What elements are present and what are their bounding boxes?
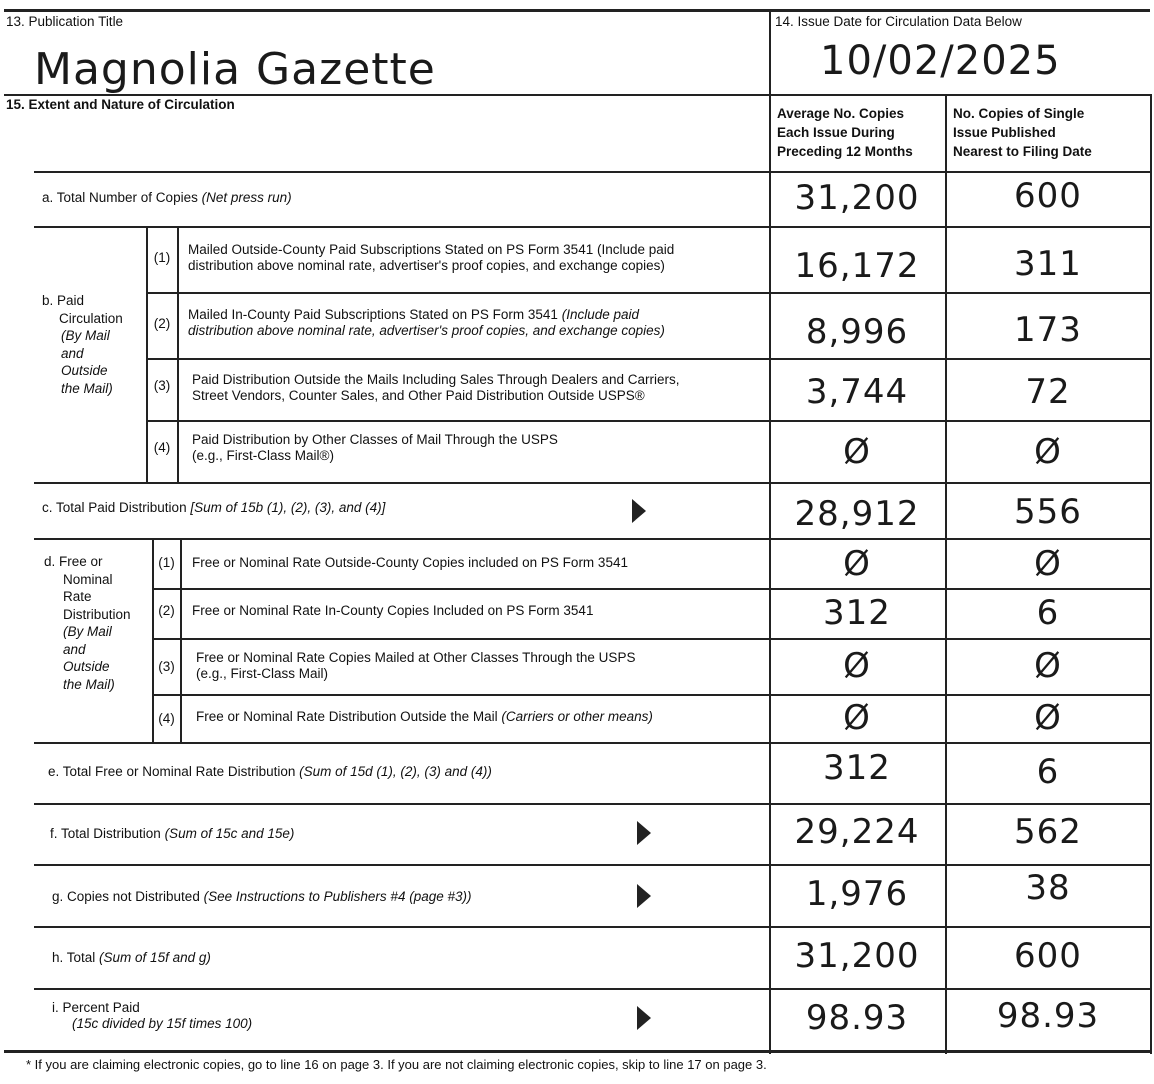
row-divider-a [34,226,1150,228]
row-divider-f [34,864,1150,866]
row-d2-label: Free or Nominal Rate In-County Copies Included on PS Form 3541 [192,603,594,618]
row-divider-d4 [34,742,1150,744]
paid-circulation-group-label: b. Paid Circulation (By Mail and Outside the Mail) [42,293,123,396]
row-divider-d1 [152,588,1150,590]
row-divider-top [34,171,1150,173]
row-divider-b3 [146,420,1150,422]
row-divider-c [34,538,1150,540]
divider-issue-date [769,10,771,172]
row-b1-average[interactable]: 16,172 [794,246,920,286]
row-a-average[interactable]: 31,200 [794,178,920,218]
row-b2-number: (2) [153,316,171,331]
column-divider-average [769,172,771,1054]
row-i-average[interactable]: 98.93 [805,998,909,1038]
right-border [1150,94,1152,1054]
row-divider-e [34,803,1150,805]
free-distribution-group-label: d. Free or Nominal Rate Distribution (By Mail and Outside the Mail) [44,554,131,692]
row-d2-single[interactable]: 6 [1036,593,1060,633]
row-d3-single[interactable]: Ø [1034,646,1062,686]
publication-title-label: 13. Publication Title [6,14,124,29]
row-b3-label: Paid Distribution Outside the Mails Including Sales Through Dealers and Carriers, Street Vendors, Counter Sales, and Other Paid Distribution Outside USPS® [192,372,680,403]
row-e-label: e. Total Free or Nominal Rate Distribution (Sum of 15d (1), (2), (3) and (4)) [48,764,492,779]
row-a-label: a. Total Number of Copies (Net press run) [42,190,292,205]
row-f-single[interactable]: 562 [1014,812,1082,852]
row-b1-label: Mailed Outside-County Paid Subscriptions Stated on PS Form 3541 (Include paid distribution above nominal rate, advertiser's proof copies, and exchange copies) [188,242,675,273]
row-d1-label: Free or Nominal Rate Outside-County Copies included on PS Form 3541 [192,555,628,570]
row-d2-average[interactable]: 312 [823,593,891,633]
row-d3-number: (3) [158,659,175,674]
row-d4-single[interactable]: Ø [1034,698,1062,738]
row-i-arrow-icon [637,1006,651,1030]
row-c-arrow-icon [632,499,646,523]
row-c-label: c. Total Paid Distribution [Sum of 15b (1), (2), (3), and (4)] [42,500,386,515]
row-c-average[interactable]: 28,912 [794,494,920,534]
issue-date-value[interactable]: 10/02/2025 [820,38,1061,84]
free-num-divider [180,538,182,744]
row-b3-average[interactable]: 3,744 [805,372,909,412]
row-b4-single[interactable]: Ø [1034,432,1062,472]
row-b2-single[interactable]: 173 [1014,310,1082,350]
row-a-single[interactable]: 600 [1014,176,1082,216]
row-divider-b4 [34,482,1150,484]
footer-note: * If you are claiming electronic copies, go to line 16 on page 3. If you are not claiming electronic copies, skip to line 17 on page 3. [26,1057,767,1072]
row-f-average[interactable]: 29,224 [794,812,920,852]
row-b4-label: Paid Distribution by Other Classes of Mail Through the USPS (e.g., First-Class Mail®) [192,432,558,463]
row-h-label: h. Total (Sum of 15f and g) [52,950,211,965]
column-divider-single [945,94,947,1054]
row-divider-b1 [146,292,1150,294]
row-d1-single[interactable]: Ø [1034,544,1062,584]
row-d3-label: Free or Nominal Rate Copies Mailed at Other Classes Through the USPS (e.g., First-Class Mail) [196,650,636,681]
top-border [4,9,1150,12]
row-d4-label: Free or Nominal Rate Distribution Outside the Mail (Carriers or other means) [196,709,653,724]
row-g-label: g. Copies not Distributed (See Instructions to Publishers #4 (page #3)) [52,889,472,904]
row-i-single[interactable]: 98.93 [996,996,1100,1036]
section-15-label: 15. Extent and Nature of Circulation [6,97,235,112]
row-divider-b2 [146,358,1150,360]
row-divider-d3 [152,694,1150,696]
row-divider-g [34,926,1150,928]
row-d3-average[interactable]: Ø [843,646,871,686]
row-h-average[interactable]: 31,200 [794,936,920,976]
row-d1-number: (1) [158,555,175,570]
row-b4-number: (4) [153,440,171,455]
row-f-label: f. Total Distribution (Sum of 15c and 15e) [50,826,295,841]
row-g-average[interactable]: 1,976 [805,874,909,914]
row-b3-number: (3) [153,378,171,393]
row-b4-average[interactable]: Ø [843,432,871,472]
row-d2-number: (2) [158,603,175,618]
row-e-average[interactable]: 312 [823,748,891,788]
row-i-label: i. Percent Paid (15c divided by 15f times 100) [52,1000,253,1031]
paid-num-divider [177,226,179,482]
row-b2-label: Mailed In-County Paid Subscriptions Stated on PS Form 3541 (Include paid distribution above nominal rate, advertiser's proof copies, and exchange copies) [188,307,665,338]
row-d1-average[interactable]: Ø [843,544,871,584]
publication-title-value[interactable]: Magnolia Gazette [34,44,436,95]
row-g-single[interactable]: 38 [1025,868,1071,908]
issue-date-label: 14. Issue Date for Circulation Data Below [775,14,1022,29]
row-divider-d2 [152,638,1150,640]
row-b1-single[interactable]: 311 [1014,244,1082,284]
row-h-single[interactable]: 600 [1014,936,1082,976]
row-d4-average[interactable]: Ø [843,698,871,738]
row-e-single[interactable]: 6 [1036,752,1060,792]
row-divider-h [34,988,1150,990]
col-single-header: No. Copies of Single Issue Published Nearest to Filing Date [953,106,1092,159]
row-b1-number: (1) [153,250,171,265]
table-bottom-border [4,1050,1150,1053]
col-average-header: Average No. Copies Each Issue During Preceding 12 Months [777,106,913,159]
row-f-arrow-icon [637,821,651,845]
row-g-arrow-icon [637,884,651,908]
row-d4-number: (4) [158,711,175,726]
row-b2-average[interactable]: 8,996 [805,312,909,352]
row-b3-single[interactable]: 72 [1025,372,1071,412]
row-c-single[interactable]: 556 [1014,492,1082,532]
header-divider [4,94,1150,96]
